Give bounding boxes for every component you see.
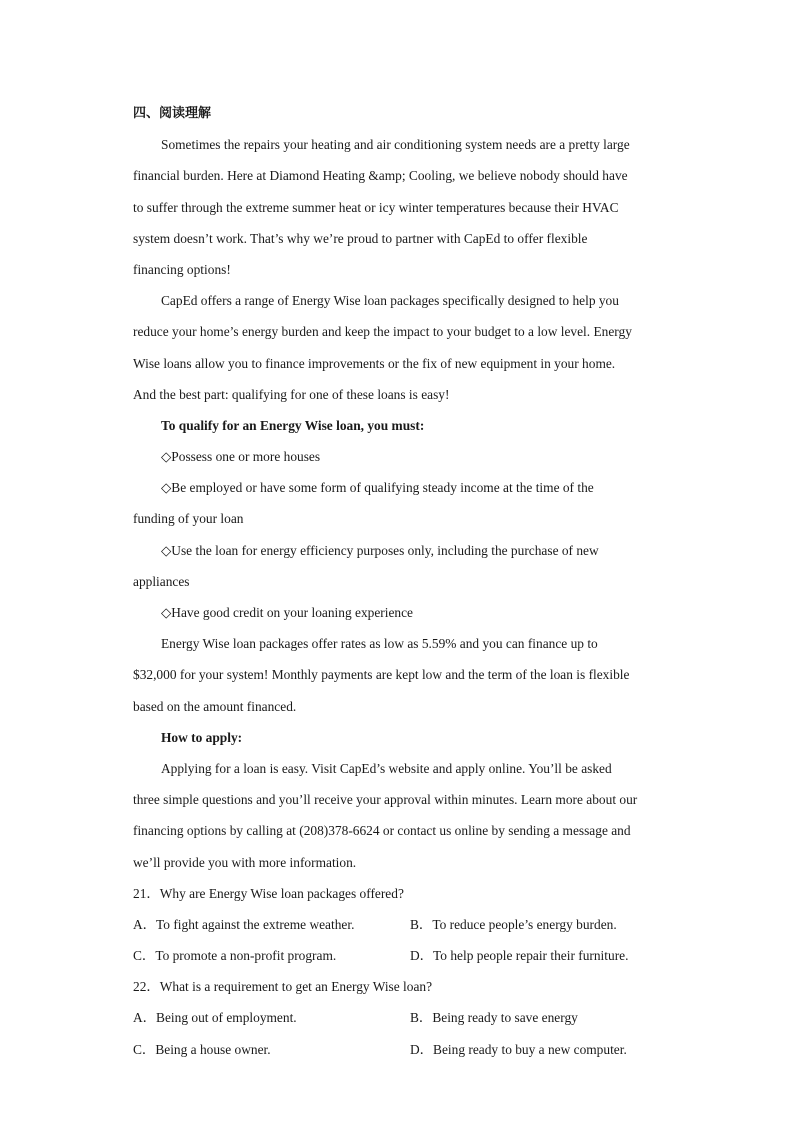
section-heading: 四、阅读理解 <box>133 106 212 121</box>
text-line: And the best part: qualifying for one of these loans is easy! <box>133 386 450 402</box>
option-c: C．Being a house owner. <box>133 1041 271 1057</box>
text-line: we’ll provide you with more information. <box>133 854 357 870</box>
text-line: to suffer through the extreme summer heat or icy winter temperatures because their HVAC <box>133 199 619 215</box>
text-line: reduce your home’s energy burden and keep the impact to your budget to a low level. Energy <box>133 324 632 340</box>
text-line: based on the amount financed. <box>133 698 297 714</box>
option-row <box>133 1002 668 1033</box>
text-line: system doesn’t work. That’s why we’re proud to partner with CapEd to offer flexible <box>133 230 588 246</box>
text-line: $32,000 for your system! Monthly payments are kept low and the term of the loan is flexible <box>133 667 630 683</box>
paragraph-rates <box>133 628 668 722</box>
option-c: C．To promote a non-profit program. <box>133 948 337 964</box>
option-row <box>133 1034 668 1065</box>
paragraph-caped <box>133 285 668 410</box>
text-line: three simple questions and you’ll receive your approval within minutes. Learn more about our <box>133 792 638 808</box>
requirement-item-cont: funding of your loan <box>133 511 244 527</box>
requirement-item: ◇Be employed or have some form of qualifying steady income at the time of the <box>161 480 594 496</box>
text-line: Wise loans allow you to finance improvements or the fix of new equipment in your home. <box>133 355 616 371</box>
option-b: B．Being ready to save energy <box>410 1010 578 1026</box>
question-21 <box>133 878 668 972</box>
text-line: financing options! <box>133 261 231 277</box>
requirement-item: ◇Have good credit on your loaning experience <box>161 605 413 620</box>
question-22 <box>133 971 668 1065</box>
option-d: D．To help people repair their furniture. <box>410 948 629 964</box>
option-row <box>133 909 668 940</box>
text-line: Sometimes the repairs your heating and air conditioning system needs are a pretty large <box>161 137 630 153</box>
question-stem: 22．What is a requirement to get an Energy Wise loan? <box>133 979 433 995</box>
document-page <box>133 98 668 1065</box>
option-a: A．Being out of employment. <box>133 1010 297 1026</box>
option-d: D．Being ready to buy a new computer. <box>410 1041 627 1057</box>
requirement-item-cont: appliances <box>133 573 190 589</box>
text-line: Energy Wise loan packages offer rates as low as 5.59% and you can finance up to <box>161 636 598 652</box>
requirement-list <box>133 441 668 628</box>
qualify-heading: To qualify for an Energy Wise loan, you must: <box>161 417 425 433</box>
text-line: financing options by calling at (208)378-6624 or contact us online by sending a message and <box>133 823 631 839</box>
requirement-item: ◇Use the loan for energy efficiency purposes only, including the purchase of new <box>161 542 599 558</box>
text-line: CapEd offers a range of Energy Wise loan packages specifically designed to help you <box>161 293 619 309</box>
question-stem: 21．Why are Energy Wise loan packages offered? <box>133 885 404 901</box>
option-a: A．To fight against the extreme weather. <box>133 916 355 932</box>
option-row <box>133 940 668 971</box>
option-b: B．To reduce people’s energy burden. <box>410 916 617 932</box>
text-line: Applying for a loan is easy. Visit CapEd’s website and apply online. You’ll be asked <box>161 760 612 776</box>
requirement-item: ◇Possess one or more houses <box>161 449 321 465</box>
paragraph-intro <box>133 129 668 285</box>
paragraph-apply <box>133 753 668 878</box>
text-line: financial burden. Here at Diamond Heating &amp; Cooling, we believe nobody should have <box>133 168 628 184</box>
apply-heading: How to apply: <box>161 729 243 745</box>
